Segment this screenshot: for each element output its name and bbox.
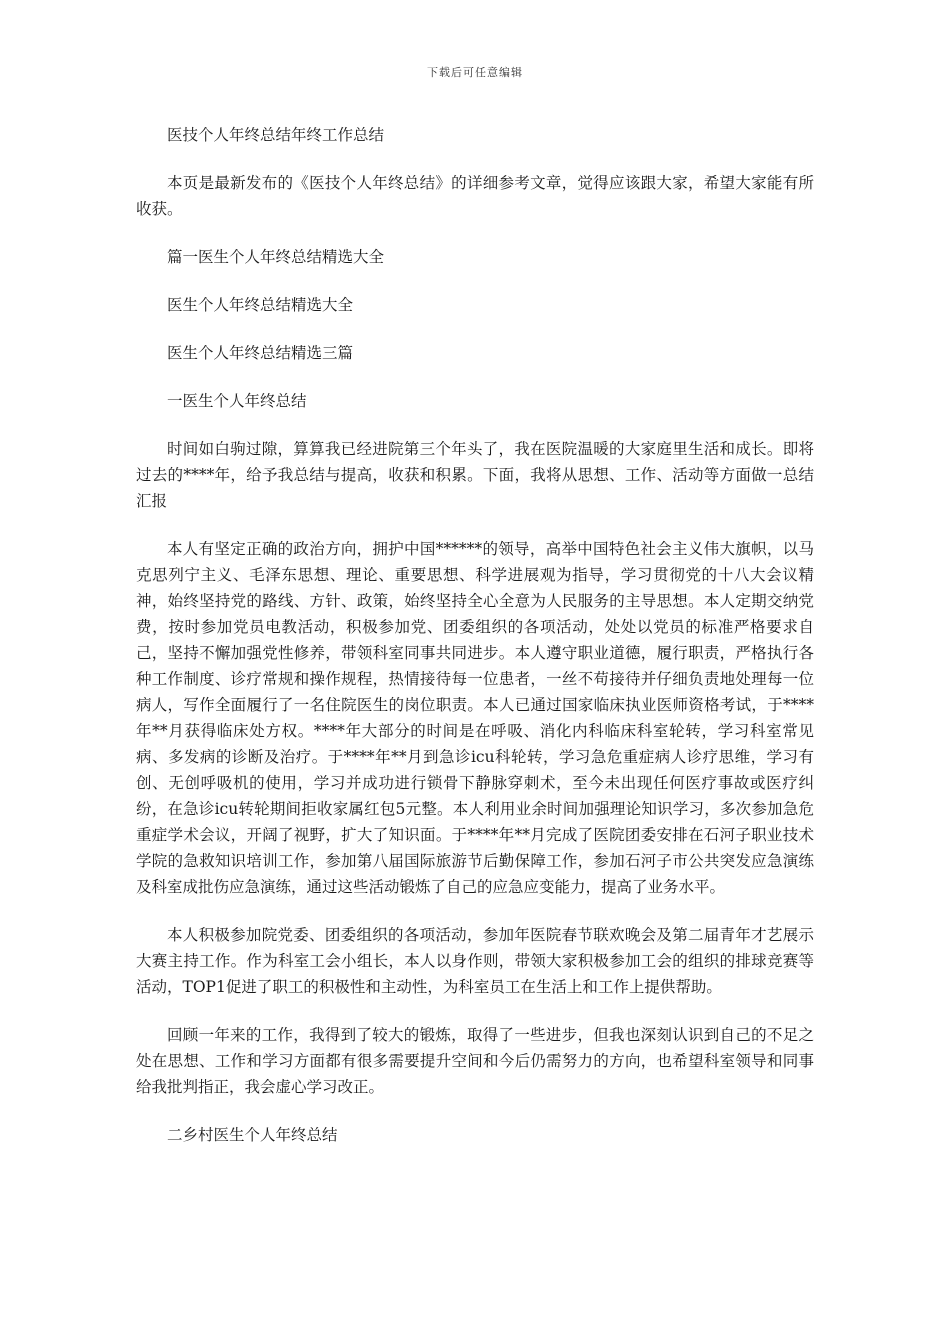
page-header-note: 下载后可任意编辑 [427,66,523,79]
document-title: 医技个人年终总结年终工作总结 [167,126,385,144]
body-paragraph-1: 时间如白驹过隙，算算我已经进院第三个年头了，我在医院温暖的大家庭里生活和成长。即将过去的****年，给予我总结与提高，收获和积累。下面，我将从思想、工作、活动等方面做一总结汇报 [136,440,814,510]
body-paragraph-3: 本人积极参加院党委、团委组织的各项活动，参加年医院春节联欢晚会及第二届青年才艺展示大赛主持工作。作为科室工会小组长，本人以身作则，带领大家积极参加工会的组织的排球竞赛等活动，TOP1促进了职工的积极性和主动性，为科室员工在生活上和工作上提供帮助。 [136,926,814,996]
intro-paragraph: 本页是最新发布的《医技个人年终总结》的详细参考文章，觉得应该跟大家，希望大家能有所收获。 [136,174,814,218]
document-body [136,122,814,1170]
body-paragraph-4: 回顾一年来的工作，我得到了较大的锻炼，取得了一些进步，但我也深刻认识到自己的不足之处在思想、工作和学习方面都有很多需要提升空间和今后仍需努力的方向，也希望科室领导和同事给我批判指正，我会虚心学习改正。 [136,1026,814,1096]
section-heading-2: 医生个人年终总结精选大全 [167,296,354,314]
section-heading-5: 二乡村医生个人年终总结 [167,1126,338,1144]
section-heading-3: 医生个人年终总结精选三篇 [167,344,354,362]
section-heading-1: 篇一医生个人年终总结精选大全 [167,248,385,266]
body-paragraph-2: 本人有坚定正确的政治方向，拥护中国******的领导，高举中国特色社会主义伟大旗帜，以马克思列宁主义、毛泽东思想、理论、重要思想、科学进展观为指导，学习贯彻党的十八大会议精神，始终坚持党的路线、方针、政策，始终坚持全心全意为人民服务的主导思想。本人定期交纳党费，按时参加党员电教活动，积极参加党、团委组织的各项活动，处处以党员的标准严格要求自己，坚持不懈加强党性修养，带领科室同事共同进步。本人遵守职业道德，履行职责，严格执行各种工作制度、诊疗常规和操作规程，热情接待每一位患者，一丝不苟接待并仔细负责地处理每一位病人，写作全面履行了一名住院医生的岗位职责。本人已通过国家临床执业医师资格考试，于****年**月获得临床处方权。****年大部分的时间是在呼吸、消化内科临床科室轮转，学习科室常见病、多发病的诊断及治疗。于****年**月到急诊icu科轮转，学习急危重症病人诊疗思维，学习有创、无创呼吸机的使用，学习并成功进行锁骨下静脉穿刺术，至今未出现任何医疗事故或医疗纠纷，在急诊icu转轮期间拒收家属红包5元整。本人利用业余时间加强理论知识学习，多次参加急危重症学术会议，开阔了视野，扩大了知识面。于****年**月完成了医院团委安排在石河子职业技术学院的急救知识培训工作，参加第八届国际旅游节后勤保障工作，参加石河子市公共突发应急演练及科室成批伤应急演练，通过这些活动锻炼了自己的应急应变能力，提高了业务水平。 [136,540,814,896]
section-heading-4: 一医生个人年终总结 [167,392,307,410]
